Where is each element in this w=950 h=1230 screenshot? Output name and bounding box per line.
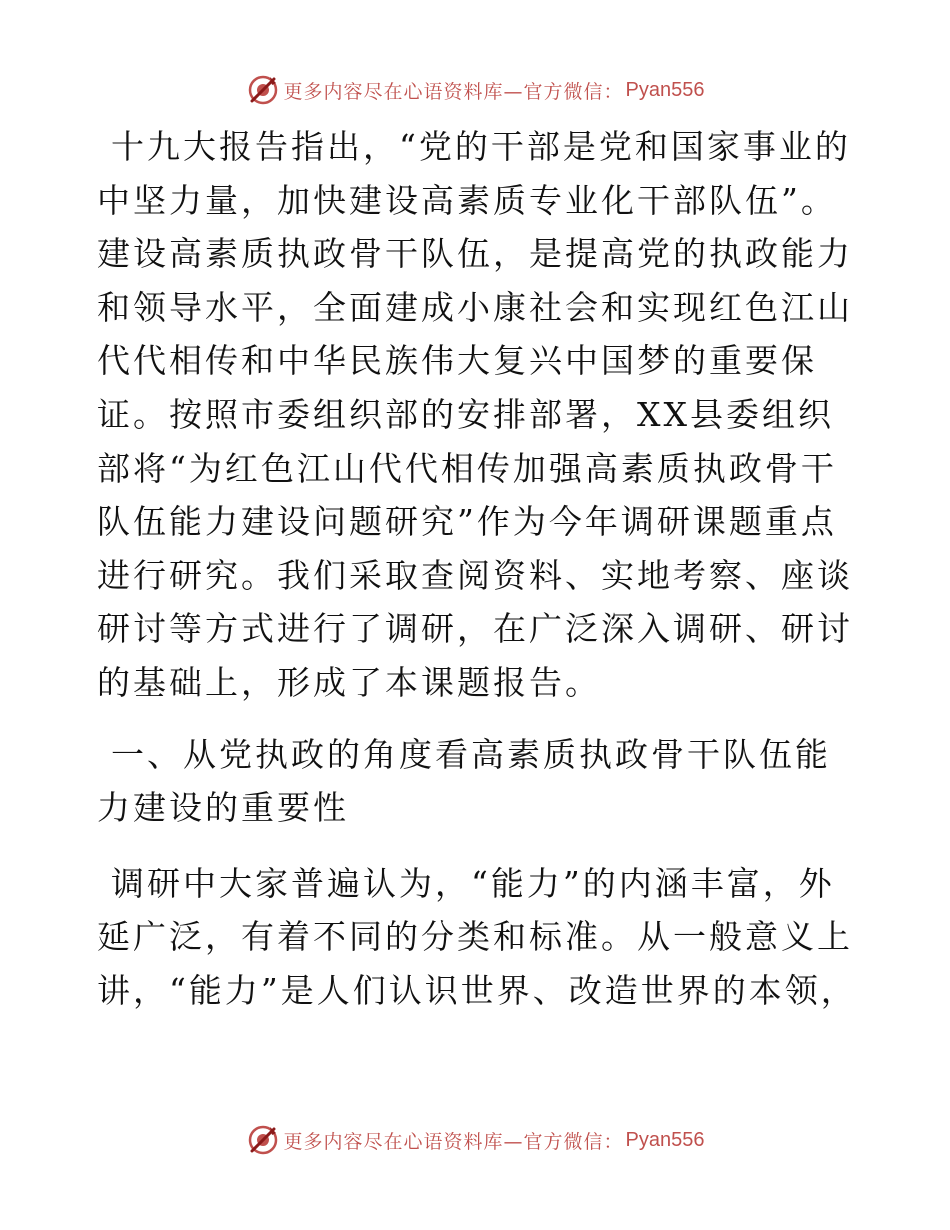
- paragraph-intro: 十九大报告指出，“党的干部是党和国家事业的中坚力量，加快建设高素质专业化干部队伍”。建设高素质执政骨干队伍，是提高党的执政能力和领导水平，全面建成小康社会和实现红色江山代代相传和中华民族伟大复兴中国梦的重要保证。按照市委组织部的安排部署，XX县委组织部将“为红色江山代代相传加强高素质执政骨干队伍能力建设问题研究”作为今年调研课题重点进行研究。我们采取查阅资料、实地考察、座谈研讨等方式进行了调研，在广泛深入调研、研讨的基础上，形成了本课题报告。: [97, 127, 853, 702]
- section-heading: 一、从党执政的角度看高素质执政骨干队伍能力建设的重要性: [97, 734, 831, 828]
- paragraph-body: 调研中大家普遍认为，“能力”的内涵丰富，外延广泛，有着不同的分类和标准。从一般意义上讲，“能力”是人们认识世界、改造世界的本领，: [97, 863, 857, 1010]
- watermark-text: 更多内容尽在心语资料库—官方微信：: [283, 1130, 624, 1153]
- watermark-logo-icon: [246, 1123, 280, 1157]
- watermark-wechat-id: Pyan556: [625, 1128, 705, 1151]
- watermark-logo-icon: [246, 73, 280, 107]
- header-watermark: [0, 70, 950, 110]
- document-body: [97, 120, 857, 1018]
- footer-watermark: [0, 1120, 950, 1160]
- watermark-wechat-id: Pyan556: [625, 78, 705, 101]
- watermark-text: 更多内容尽在心语资料库—官方微信：: [283, 80, 624, 103]
